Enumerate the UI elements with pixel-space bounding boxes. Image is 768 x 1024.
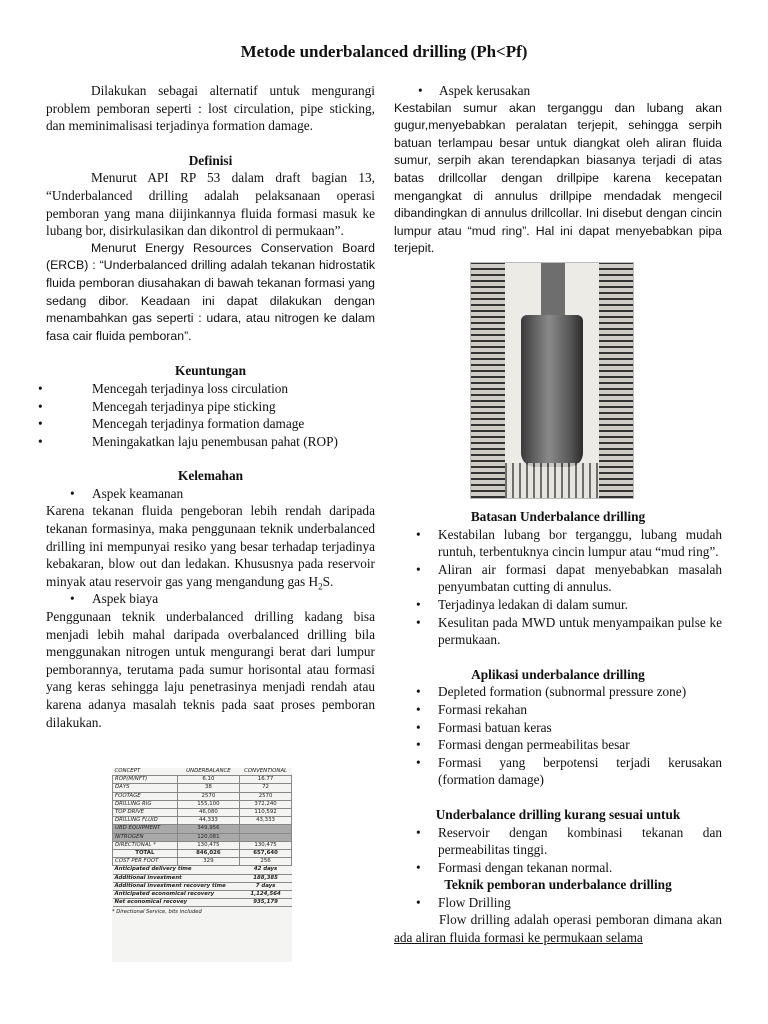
table-row (113, 882, 292, 890)
list-item: • Kesulitan pada MWD untuk menyampaikan pulse ke permukaan. (394, 614, 722, 649)
table-row (113, 850, 292, 858)
list-item: • Terjadinya ledakan di dalam sumur. (394, 596, 722, 614)
kurang-sesuai-heading: Underbalance drilling kurang sesuai untuk (435, 806, 681, 822)
table-row (113, 817, 292, 825)
table-header: UNDERBALANCE (177, 768, 239, 776)
flow-drilling-item: • Flow Drilling (394, 894, 722, 912)
aspek-biaya-item: • Aspek biaya (46, 590, 375, 608)
list-item: • Meningakatkan laju penembusan pahat (ROP) (46, 433, 375, 451)
table-cell: 846,026 (177, 850, 239, 858)
table-header: CONCEPT (113, 768, 178, 776)
kerusakan-paragraph: Kestabilan sumur akan terganggu dan lubang akan gugur,menyebabkan peralatan terjepit, sehingga serpih batuan terlampau besar untuk diangkat oleh aliran fluida sumur, serpih akan terendapkan biasanya terjadi di atas batas drillcollar dengan drillpipe karena kecepatan mengangkat di annulus drillpipe mendadak mengecil dibandingkan di annulus drillcollar. Ini disebut dengan cincin lumpur atau “mud ring”. Hal ini dapat menyebabkan pipa terjepit. (394, 100, 722, 256)
table-cell: FOOTAGE (113, 792, 178, 800)
table-cell: COST PER FOOT (113, 858, 178, 866)
table-cell: 256 (240, 858, 292, 866)
table-cell: 188,385 (240, 874, 292, 882)
definisi-ercb-paragraph: Menurut Energy Resources Conservation Board (ERCB) : “Underbalanced drilling adalah tekanan hidrostatik fluida pemboran diusahakan di bawah tekanan formasi yang sedang dibor. Keadaan ini dapat dilakukan dengan menambahkan gas seperti : udara, atau nitrogen ke dalam fasa cair fluida pemboran”. (46, 240, 375, 343)
table-cell: Additional investment recovery time (113, 882, 240, 890)
stuck-pipe-mud-ring-figure (470, 262, 634, 499)
table-row (113, 784, 292, 792)
table-cell: 46,080 (177, 809, 239, 817)
table-cell (240, 825, 292, 833)
table-row (113, 841, 292, 849)
table-cell: Additional investment (113, 874, 240, 882)
table-cell: 130,475 (240, 841, 292, 849)
table-cell: DRILLING RIG (113, 800, 178, 808)
kurang-sesuai-list (394, 824, 722, 877)
table-cell: 42 days (240, 866, 292, 874)
table-row (113, 874, 292, 882)
table-cell: 2570 (240, 792, 292, 800)
intro-paragraph: Dilakukan sebagai alternatif untuk mengurangi problem pemboran seperti : lost circulation, pipe sticking, dan meminimalisasi terjadinya formation damage. (46, 83, 375, 134)
keuntungan-list (46, 380, 375, 450)
table-row (113, 866, 292, 874)
list-item: • Reservoir dengan kombinasi tekanan dan permeabilitas tinggi. (394, 824, 722, 859)
table-row (113, 792, 292, 800)
list-item: • Formasi dengan permeabilitas besar (394, 736, 722, 754)
table-cell: 155,100 (177, 800, 239, 808)
table-cell: 38 (177, 784, 239, 792)
table-cell (240, 833, 292, 841)
list-item: • Kestabilan lubang bor terganggu, lubang mudah runtuh, terbentuknya cincin lumpur atau “mud ring”. (394, 526, 722, 561)
list-item: • Depleted formation (subnormal pressure zone) (394, 683, 722, 701)
definisi-heading: Definisi (188, 152, 233, 168)
list-item: • Formasi batuan keras (394, 719, 722, 737)
borehole-wall-right (599, 263, 633, 498)
h2s-subscript: 2 (318, 581, 323, 592)
biaya-paragraph: Penggunaan teknik underbalanced drilling kadang bisa menjadi lebih mahal daripada overbalanced drilling bila menggunakan nitrogen untuk mengurangi berat dari lumpur pemborannya, terutama pada sumur horisontal atau formasi yang keras sehingga laju penetrasinya menjadi rendah atau karena adanya masalah teknis pada saat proses pemboran dilakukan. (46, 609, 375, 730)
cuttings-shape (505, 463, 599, 498)
table-cell: DIRECTIONAL * (113, 841, 178, 849)
table-row (113, 833, 292, 841)
borehole-wall-left (471, 263, 505, 498)
table-cell: TOTAL (113, 850, 178, 858)
list-item: • Aliran air formasi dapat menyebabkan masalah penyumbatan cutting di annulus. (394, 561, 722, 596)
aspek-keamanan-item: • Aspek keamanan (46, 485, 375, 503)
table-cell: 2570 (177, 792, 239, 800)
table-row (113, 825, 292, 833)
table-header: CONVENTIONAL (240, 768, 292, 776)
table-cell: 110,592 (240, 809, 292, 817)
aspek-kerusakan-item: • Aspek kerusakan (394, 82, 722, 100)
table-cell: 72 (240, 784, 292, 792)
table-cell: ROP(M/NFT) (113, 776, 178, 784)
table-cell: UBD EQUIPMENT (113, 825, 178, 833)
aplikasi-heading: Aplikasi underbalance drilling (471, 666, 645, 682)
table-row (113, 800, 292, 808)
keamanan-text: Karena tekanan fluida pengeboran lebih rendah daripada tekanan formasinya, maka penggunaan teknik underbalanced drilling ini mempunyai resiko yang besar terhadap terjadinya kebakaran, blow out dan ledakan. Khususnya pada reservoir minyak atau reservoir gas yang mengandung gas H (46, 503, 375, 589)
table-cell: 935,179 (240, 899, 292, 907)
table-footnote: * Directional Service, bits included (112, 909, 202, 916)
table-row (113, 809, 292, 817)
table-cell: 43,333 (240, 817, 292, 825)
table-cell: DAYS (113, 784, 178, 792)
flow-drilling-paragraph (394, 911, 722, 946)
table-cell: 6.10 (177, 776, 239, 784)
table-cell: Anticipated economical recovery (113, 891, 240, 899)
cost-comparison-table-figure (112, 768, 292, 962)
list-item: • Mencegah terjadinya pipe sticking (46, 398, 375, 416)
table-cell: 329 (177, 858, 239, 866)
left-column (46, 82, 375, 731)
h2s-tail: S. (322, 573, 334, 589)
table-cell: DRILLING FLUID (113, 817, 178, 825)
aplikasi-list (394, 683, 722, 789)
drillpipe-shape (541, 263, 565, 321)
page-title: Metode underbalanced drilling (Ph<Pf) (240, 42, 528, 61)
table-cell: 44,333 (177, 817, 239, 825)
table-row (113, 891, 292, 899)
table-cell: 16.77 (240, 776, 292, 784)
list-item: • Formasi yang berpotensi terjadi kerusakan (formation damage) (394, 754, 722, 789)
table-cell: 7 days (240, 882, 292, 890)
table-cell: Anticipated delivery time (113, 866, 240, 874)
batasan-list (394, 526, 722, 649)
keuntungan-heading: Keuntungan (175, 363, 246, 379)
table-row (113, 776, 292, 784)
table-cell: TOP DRIVE (113, 809, 178, 817)
keamanan-paragraph (46, 502, 375, 590)
batasan-heading: Batasan Underbalance drilling (470, 509, 646, 524)
table-cell: 1,124,564 (240, 891, 292, 899)
table-cell: 120,081 (177, 833, 239, 841)
table-cell: 657,640 (240, 850, 292, 858)
table-cell: Net economical recovey (113, 899, 240, 907)
definisi-api-paragraph: Menurut API RP 53 dalam draft bagian 13, “Underbalanced drilling adalah pelaksanaan operasi pemboran yang mana diijinkannya fluida formasi masuk ke lubang bor, disirkulasikan dan dikontrol di permukaan”. (46, 170, 375, 239)
table-row (113, 899, 292, 907)
drillcollar-shape (521, 315, 583, 467)
list-item: • Mencegah terjadinya formation damage (46, 415, 375, 433)
flow-drilling-underlined-text: ada aliran fluida formasi ke permukaan selama (394, 930, 643, 946)
table-cell: 372,240 (240, 800, 292, 808)
cost-comparison-table (112, 768, 292, 907)
list-item: • Formasi rekahan (394, 701, 722, 719)
right-column-lower (394, 508, 722, 947)
kelemahan-heading: Kelemahan (177, 468, 243, 484)
table-cell: NITROGEN (113, 833, 178, 841)
table-cell: 130,475 (177, 841, 239, 849)
table-cell: 349,956 (177, 825, 239, 833)
flow-drilling-text: Flow drilling adalah operasi pemboran dimana akan (439, 912, 722, 928)
teknik-heading: Teknik pemboran underbalance drilling (444, 877, 672, 893)
list-item: • Formasi dengan tekanan normal. (394, 859, 722, 877)
right-column (394, 82, 722, 258)
list-item: • Mencegah terjadinya loss circulation (46, 380, 375, 398)
table-row (113, 858, 292, 866)
